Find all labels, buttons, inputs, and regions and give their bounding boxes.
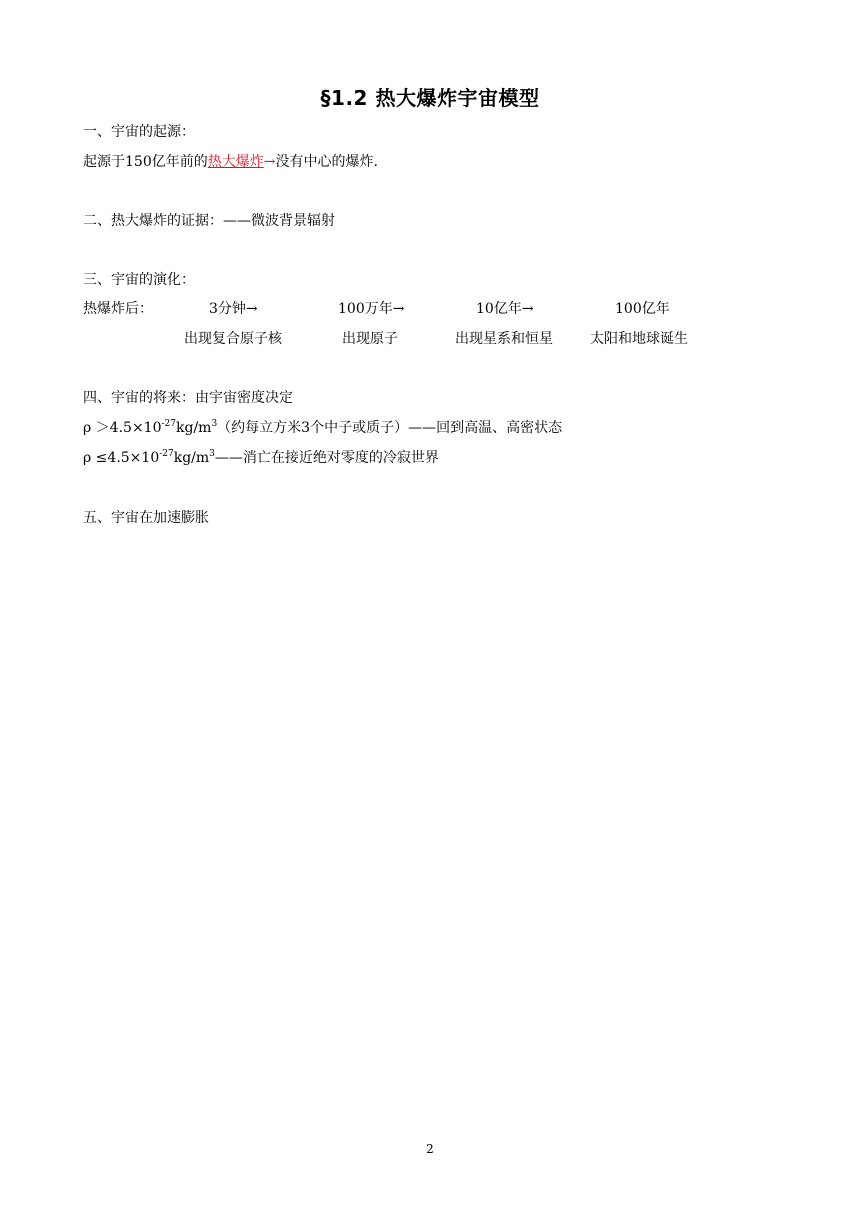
section-future-heading: 四、宇宙的将来：由宇宙密度决定 — [83, 390, 293, 406]
case1-unit-exponent: 3 — [211, 419, 218, 429]
evolution-time-3: 10亿年→ — [476, 301, 534, 317]
case1-exponent: -27 — [161, 419, 176, 429]
case1-value: ρ ＞4.5×10 — [83, 420, 162, 436]
evolution-time-2: 100万年→ — [338, 301, 405, 317]
case2-exponent: -27 — [159, 449, 174, 459]
page-number: 2 — [426, 1142, 434, 1156]
case2-text: ——消亡在接近绝对零度的冷寂世界 — [214, 450, 439, 466]
section-origin-text — [83, 153, 378, 171]
section-expansion-heading: 五、宇宙在加速膨胀 — [83, 510, 209, 526]
future-case-low-density — [83, 449, 439, 467]
evolution-row-label: 热爆炸后： — [83, 301, 153, 317]
origin-highlight-term: 热大爆炸 — [207, 154, 264, 170]
evolution-event-4: 太阳和地球诞生 — [590, 331, 688, 347]
evolution-event-3: 出现星系和恒星 — [455, 331, 553, 347]
case1-unit: kg/m — [176, 420, 212, 436]
origin-text-suffix: 没有中心的爆炸. — [275, 154, 378, 170]
evolution-time-1: 3分钟→ — [209, 301, 258, 317]
section-evidence-heading: 二、热大爆炸的证据：——微波背景辐射 — [83, 213, 335, 229]
arrow-icon: → — [263, 154, 276, 170]
case1-text: （约每立方米3个中子或质子）——回到高温、高密状态 — [217, 420, 563, 436]
section-evolution-heading: 三、宇宙的演化： — [83, 272, 195, 288]
evolution-event-2: 出现原子 — [342, 331, 398, 347]
evolution-event-1: 出现复合原子核 — [184, 331, 282, 347]
origin-text-prefix: 起源于150亿年前的 — [83, 154, 208, 170]
case2-value: ρ ≤4.5×10 — [83, 450, 160, 466]
section-origin-heading: 一、宇宙的起源： — [83, 124, 195, 140]
evolution-time-4: 100亿年 — [615, 301, 670, 317]
case2-unit: kg/m — [173, 450, 210, 466]
future-case-high-density — [83, 419, 562, 437]
page-title: §1.2 热大爆炸宇宙模型 — [320, 86, 540, 110]
case2-unit-exponent: 3 — [209, 449, 215, 459]
